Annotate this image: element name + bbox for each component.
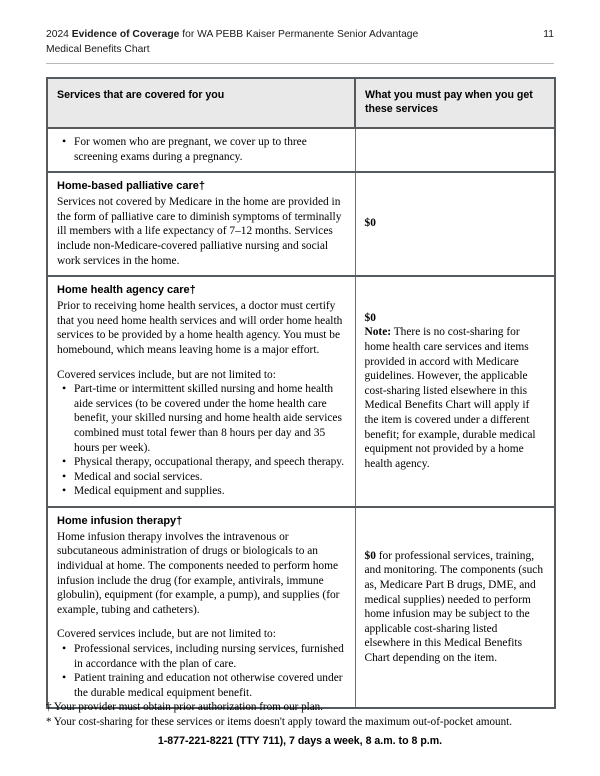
list-item: • Part-time or intermittent skilled nursing and home health aide services (to be covered under the home health care benefit, your skilled nursing and home health aide services combined must total fewer than 8 hours per day and 35 hours per week). [74,382,346,455]
list-item: • Professional services, including nursing services, furnished in accordance with the plan of care. [74,642,346,671]
services-cell-pregnancy-screening [47,128,355,172]
list-item: • Medical and social services. [74,470,346,485]
payment-note-label: Note: [364,326,392,339]
header-plan-name: for WA PEBB Kaiser Permanente Senior Advantage [182,29,419,40]
footnote-dagger: † Your provider must obtain prior authorization from our plan. [46,701,323,713]
table-row [47,172,555,276]
list-item: • Patient training and education not otherwise covered under the durable medical equipment benefit. [74,671,346,700]
header-doc-title: Evidence of Coverage [71,29,180,40]
covered-services-intro: Covered services include, but are not limited to: [57,368,276,381]
header-divider-rule [46,63,554,64]
service-title: Home health agency care† [57,284,196,297]
table-header-row [47,78,555,128]
page-running-header [46,28,554,57]
list-item: • Physical therapy, occupational therapy, and speech therapy. [74,455,346,470]
payment-note-text: There is no cost-sharing for home health care services and items provided in accord with Medicare guidelines. However, the applicable cost-sharing listed elsewhere in this Medical Benefits Chart will apply if the item is covered under a different benefit; for example, durable medical equipment not provided by a home health agency. [364,326,536,470]
payment-amount: $0 [364,549,376,562]
header-year: 2024 [46,29,72,40]
covered-services-list [57,382,346,499]
services-cell-home-infusion-therapy [47,507,355,709]
services-bullet-list [57,135,346,164]
list-item: • Medical equipment and supplies. [74,484,346,499]
column-header-services: Services that are covered for you [47,78,355,128]
service-description: Home infusion therapy involves the intravenous or subcutaneous administration of drugs or biologicals to an individual at home. The components needed to perform home infusion include the drug (for example, antivirals, immune globulin), equipment (for example, a pump), and supplies (for example, tubing and catheters). [57,530,340,616]
table-row [47,128,555,172]
payment-cell-home-infusion-therapy [355,507,555,709]
table-row [47,276,555,507]
header-title-line [46,28,554,43]
service-description: Services not covered by Medicare in the home are provided in the form of palliative care to diminish symptoms of terminally ill members with a life expectancy of 7–12 months. Services include non-Medicare-covered palliative nursing and social work services in the home. [57,196,342,267]
services-cell-body [57,514,346,701]
footnotes-block [46,700,558,730]
payment-note [365,325,546,471]
payment-amount: $0 [364,311,376,324]
payment-cell-home-based-palliative-care [355,172,555,276]
payment-cell-home-health-agency-care [355,276,555,507]
page-number: 11 [543,29,554,40]
list-item: • For women who are pregnant, we cover up to three screening exams during a pregnancy. [74,135,346,164]
services-cell-body [57,283,346,499]
payment-description: for professional services, training, and monitoring. The components (such as, Medicare Part B drugs, DME, and medical supplies) needed to perform home infusion may be subject to the applicable cost-sharing listed elsewhere in this Medical Benefits Chart depending on the item. [364,549,544,664]
header-subtitle: Medical Benefits Chart [46,43,150,55]
payment-cell-body [365,311,546,472]
covered-services-intro: Covered services include, but are not limited to: [57,628,276,641]
service-title: Home-based palliative care† [57,180,205,193]
payment-cell-body [365,549,546,666]
service-title: Home infusion therapy† [57,514,183,527]
payment-cell-pregnancy-screening [355,128,555,172]
services-cell-home-health-agency-care [47,276,355,507]
footnote-asterisk: * Your cost-sharing for these services or items doesn't apply toward the maximum out-of-pocket amount. [46,716,512,728]
page-footer-contact: 1-877-221-8221 (TTY 711), 7 days a week, 8 a.m. to 8 p.m. [157,735,443,747]
service-description: Prior to receiving home health services, a doctor must certify that you need home health services and will order home health services to be provided by a home health agency. You must be homebound, which means leaving home is a major effort. [57,300,343,356]
services-cell-home-based-palliative-care [47,172,355,276]
medical-benefits-table [46,77,556,709]
services-cell-body [57,179,346,268]
services-cell-body [57,135,346,164]
column-header-payment: What you must pay when you get these services [355,78,555,128]
covered-services-list [57,642,346,700]
table-row [47,507,555,709]
payment-amount: $0 [364,217,376,230]
